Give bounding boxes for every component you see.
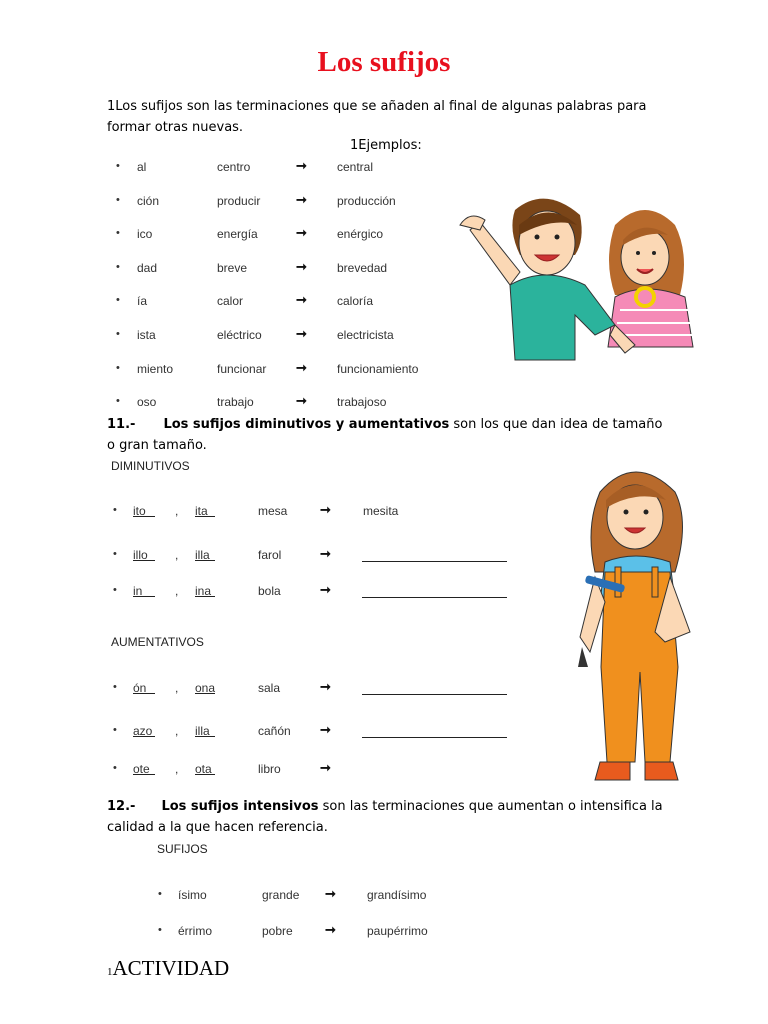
answer-line	[362, 682, 507, 695]
bullet: •	[113, 724, 117, 736]
example-result: brevedad	[337, 260, 388, 275]
bullet: •	[116, 260, 120, 273]
bullet: •	[113, 584, 117, 596]
arrow-icon: ➞	[320, 722, 331, 737]
sufijos-heading: SUFIJOS	[157, 842, 208, 856]
bullet: •	[158, 924, 162, 936]
example-base: centro	[217, 160, 251, 174]
example-result: caloría	[337, 294, 374, 309]
example-result: electricista	[337, 328, 394, 342]
example-suffix: ción	[137, 193, 160, 208]
example-result: central	[337, 160, 374, 174]
suffix-2-text: illa	[195, 724, 210, 738]
sufijo-result: grandísimo	[367, 888, 427, 902]
example-suffix: ista	[137, 328, 156, 342]
base-word: libro	[258, 762, 281, 776]
section-11-paragraph	[107, 414, 667, 456]
example-base: funcionar	[217, 361, 267, 376]
bullet: •	[116, 294, 120, 307]
example-base: producir	[217, 193, 261, 208]
comma: ,	[175, 584, 179, 598]
bullet: •	[113, 762, 117, 774]
example-suffix: dad	[137, 260, 158, 275]
arrow-icon: ➞	[296, 393, 307, 409]
bullet: •	[116, 160, 120, 172]
diminutivos-heading: DIMINUTIVOS	[111, 459, 190, 473]
arrow-icon: ➞	[296, 292, 307, 308]
suffix-1-text: ito	[133, 504, 146, 518]
base-word: bola	[258, 584, 281, 598]
arrow-icon: ➞	[320, 760, 331, 775]
base-word: cañón	[258, 724, 291, 738]
example-base: trabajo	[217, 395, 254, 410]
arrow-icon: ➞	[296, 225, 307, 241]
base-word: sala	[258, 681, 281, 695]
base-word: mesa	[258, 504, 288, 518]
bullet: •	[158, 888, 162, 900]
section-11-text: son los que dan idea de tamaño o gran tamaño.	[107, 417, 663, 453]
sufijo-base: pobre	[262, 924, 293, 938]
bullet: •	[113, 548, 117, 560]
arrow-icon: ➞	[325, 922, 336, 937]
suffix-2-text: illa	[195, 548, 210, 562]
arrow-icon: ➞	[296, 191, 307, 207]
answer-line	[362, 549, 507, 562]
answer-line	[362, 585, 507, 598]
example-base: energía	[217, 227, 258, 242]
example-suffix: ico	[137, 227, 153, 242]
suffix-2-text: ina	[195, 584, 212, 598]
comma: ,	[175, 681, 179, 695]
sufijo-result: paupérrimo	[367, 924, 428, 938]
suffix-1-text: ón	[133, 681, 147, 695]
section-12-bold: Los sufijos intensivos	[161, 799, 319, 814]
examples-heading: 1Ejemplos:	[350, 138, 422, 153]
example-base: eléctrico	[217, 328, 262, 342]
footer-activity	[107, 956, 229, 981]
arrow-icon: ➞	[296, 158, 307, 173]
section-11-bold: Los sufijos diminutivos y aumentativos	[163, 417, 450, 432]
example-result: trabajoso	[337, 395, 387, 410]
girl-illustration	[570, 462, 700, 792]
suffix-1-text: illo	[133, 548, 148, 562]
intro-paragraph: 1Los sufijos son las terminaciones que se añaden al final de algunas palabras para formar otras nuevas.	[107, 99, 647, 135]
bullet: •	[116, 227, 120, 240]
answer-line	[362, 725, 507, 738]
base-word: farol	[258, 548, 282, 562]
bullet: •	[116, 328, 120, 340]
arrow-icon: ➞	[320, 502, 331, 517]
suffix-1-text: in	[133, 584, 143, 598]
example-result: producción	[337, 193, 396, 208]
arrow-icon: ➞	[296, 326, 307, 341]
example-base: calor	[217, 294, 244, 309]
comma: ,	[175, 724, 179, 738]
footer-prefix: 1	[107, 966, 113, 978]
bullet: •	[113, 681, 117, 693]
example-suffix: al	[137, 160, 147, 174]
arrow-icon: ➞	[320, 546, 331, 561]
aumentativos-heading: AUMENTATIVOS	[111, 635, 204, 649]
sufijo-base: grande	[262, 888, 300, 902]
sufijo-suffix: ísimo	[178, 888, 207, 902]
arrow-icon: ➞	[296, 258, 307, 274]
suffix-1-text: ote	[133, 762, 150, 776]
sufijo-suffix: érrimo	[178, 924, 213, 938]
arrow-icon: ➞	[296, 359, 307, 375]
bullet: •	[116, 395, 120, 408]
suffix-2-text: ona	[195, 681, 216, 695]
suffix-2-text: ota	[195, 762, 212, 776]
suffix-1-text: azo	[133, 724, 153, 738]
example-result: funcionamiento	[337, 361, 419, 376]
result-word: mesita	[363, 504, 399, 518]
bullet: •	[113, 504, 117, 516]
arrow-icon: ➞	[325, 886, 336, 901]
section-12-paragraph	[107, 796, 677, 838]
footer-text: ACTIVIDAD	[112, 956, 230, 980]
arrow-icon: ➞	[320, 679, 331, 694]
page-title: Los sufijos	[317, 46, 451, 78]
example-suffix: miento	[137, 361, 174, 376]
example-suffix: oso	[137, 395, 157, 410]
section-11-number: 11.-	[107, 417, 136, 432]
bullet: •	[116, 361, 120, 374]
comma: ,	[175, 762, 179, 776]
example-result: enérgico	[337, 227, 384, 242]
comma: ,	[175, 504, 179, 518]
section-12-text: son las terminaciones que aumentan o intensifica la calidad a la que hacen referencia.	[107, 799, 663, 835]
example-suffix: ía	[137, 294, 148, 309]
children-illustration	[455, 185, 715, 365]
bullet: •	[116, 193, 120, 206]
example-base: breve	[217, 260, 248, 275]
suffix-2-text: ita	[195, 504, 208, 518]
section-12-number: 12.-	[107, 799, 136, 814]
arrow-icon: ➞	[320, 582, 331, 597]
comma: ,	[175, 548, 179, 562]
